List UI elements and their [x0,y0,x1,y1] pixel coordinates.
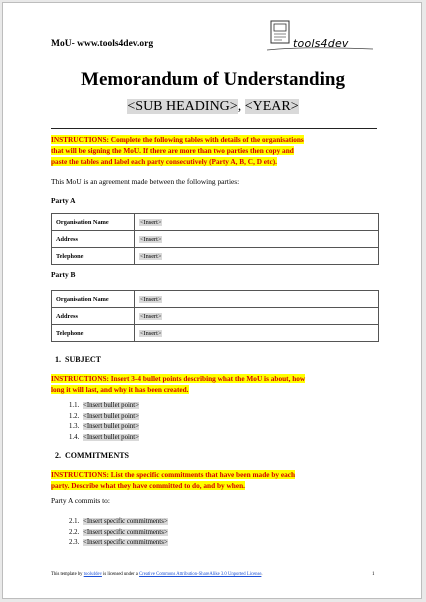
section-heading-commitments [55,451,129,460]
insert-placeholder[interactable]: <Insert> [140,235,162,243]
insert-placeholder[interactable]: <Insert> [140,218,162,226]
row-label: Telephone [52,325,135,342]
row-value-cell[interactable] [135,325,379,342]
footer-text: is licensed under a [101,572,140,577]
commitment-placeholder[interactable]: <Insert specific commitments> [83,539,168,546]
row-label: Address [52,308,135,325]
subject-bullet-list [69,401,139,443]
row-label: Telephone [52,248,135,265]
instr-line: INSTRUCTIONS: Complete the following tables with details of the organisations [51,135,304,144]
item-number: 1.2. [69,412,80,420]
title-divider [51,128,377,129]
bullet-placeholder[interactable]: <Insert bullet point> [83,433,139,441]
item-number: 2.1. [69,518,80,525]
footer-text: . [261,572,263,577]
intro-paragraph: This MoU is an agreement made between the following parties: [51,177,240,186]
row-value-cell[interactable] [135,248,379,265]
section-heading-subject [55,355,101,364]
instr-line: INSTRUCTIONS: Insert 3-4 bullet points describing what the MoU is about, how [51,374,306,383]
bullet-placeholder[interactable]: <Insert bullet point> [83,423,139,430]
instr-line: party. Describe what they have committed to do, and by when. [51,481,245,490]
section-title: SUBJECT [65,355,102,364]
list-item [69,433,139,444]
list-item [69,401,139,412]
section-title: COMMITMENTS [65,451,129,460]
footer-text: This template by [51,572,84,577]
subject-instructions [51,373,381,395]
commitment-placeholder[interactable]: <Insert specific commitments> [83,528,168,536]
party-b-table [51,290,379,342]
table-row [52,214,379,231]
commitment-placeholder[interactable]: <Insert specific commitments> [83,518,168,525]
row-value-cell[interactable] [135,308,379,325]
row-label: Organisation Name [52,214,135,231]
table-row [52,291,379,308]
instr-line: that will be signing the MoU. If there are more than two parties then copy and [51,146,294,155]
row-value-cell[interactable] [135,291,379,308]
commitments-list [69,517,168,549]
list-item [69,528,168,539]
item-number: 2.3. [69,539,80,546]
logo-text: tools4dev [293,37,349,50]
insert-placeholder[interactable]: <Insert> [140,329,162,337]
item-number: 1.1. [69,402,80,409]
instr-line: paste the tables and label each party consecutively (Party A, B, C, D etc). [51,157,277,166]
instr-line: long it will last, and why it has been created. [51,385,189,394]
item-number: 1.3. [69,423,80,430]
bullet-placeholder[interactable]: <Insert bullet point> [83,412,139,420]
party-a-heading: Party A [51,196,76,205]
license-link[interactable]: Creative Commons Attribution-ShareAlike 3.0 Unported License [139,572,262,577]
list-item [69,422,139,433]
tools4dev-logo [265,19,377,57]
list-item [69,538,168,549]
section-number: 2. [55,451,61,460]
bullet-placeholder[interactable]: <Insert bullet point> [83,402,139,409]
item-number: 1.4. [69,433,80,441]
list-item [69,412,139,423]
insert-placeholder[interactable]: <Insert> [140,295,162,303]
document-subtitle [3,99,423,115]
list-item [69,517,168,528]
header-site-text: MoU- www.tools4dev.org [51,39,154,49]
parties-instructions [51,134,381,167]
section-number: 1. [55,355,61,364]
item-number: 2.2. [69,528,80,536]
row-label: Organisation Name [52,291,135,308]
row-value-cell[interactable] [135,231,379,248]
page-number: 1 [372,572,375,577]
document-title: Memorandum of Understanding [81,69,345,90]
table-row [52,248,379,265]
party-a-commits-label: Party A commits to: [51,496,110,505]
row-label: Address [52,231,135,248]
sub-heading-placeholder[interactable]: <SUB HEADING> [127,99,238,114]
document-page [2,2,422,599]
table-row [52,231,379,248]
insert-placeholder[interactable]: <Insert> [140,252,162,260]
subtitle-separator: , [237,99,245,114]
license-footer [51,572,263,577]
commitments-instructions [51,469,381,491]
instr-line: INSTRUCTIONS: List the specific commitments that have been made by each [51,470,296,479]
author-link[interactable]: tools4dev [83,572,102,577]
insert-placeholder[interactable]: <Insert> [140,312,162,320]
table-row [52,308,379,325]
row-value-cell[interactable] [135,214,379,231]
year-placeholder[interactable]: <YEAR> [244,99,299,114]
party-a-table [51,213,379,265]
table-row [52,325,379,342]
party-b-heading: Party B [51,270,76,279]
